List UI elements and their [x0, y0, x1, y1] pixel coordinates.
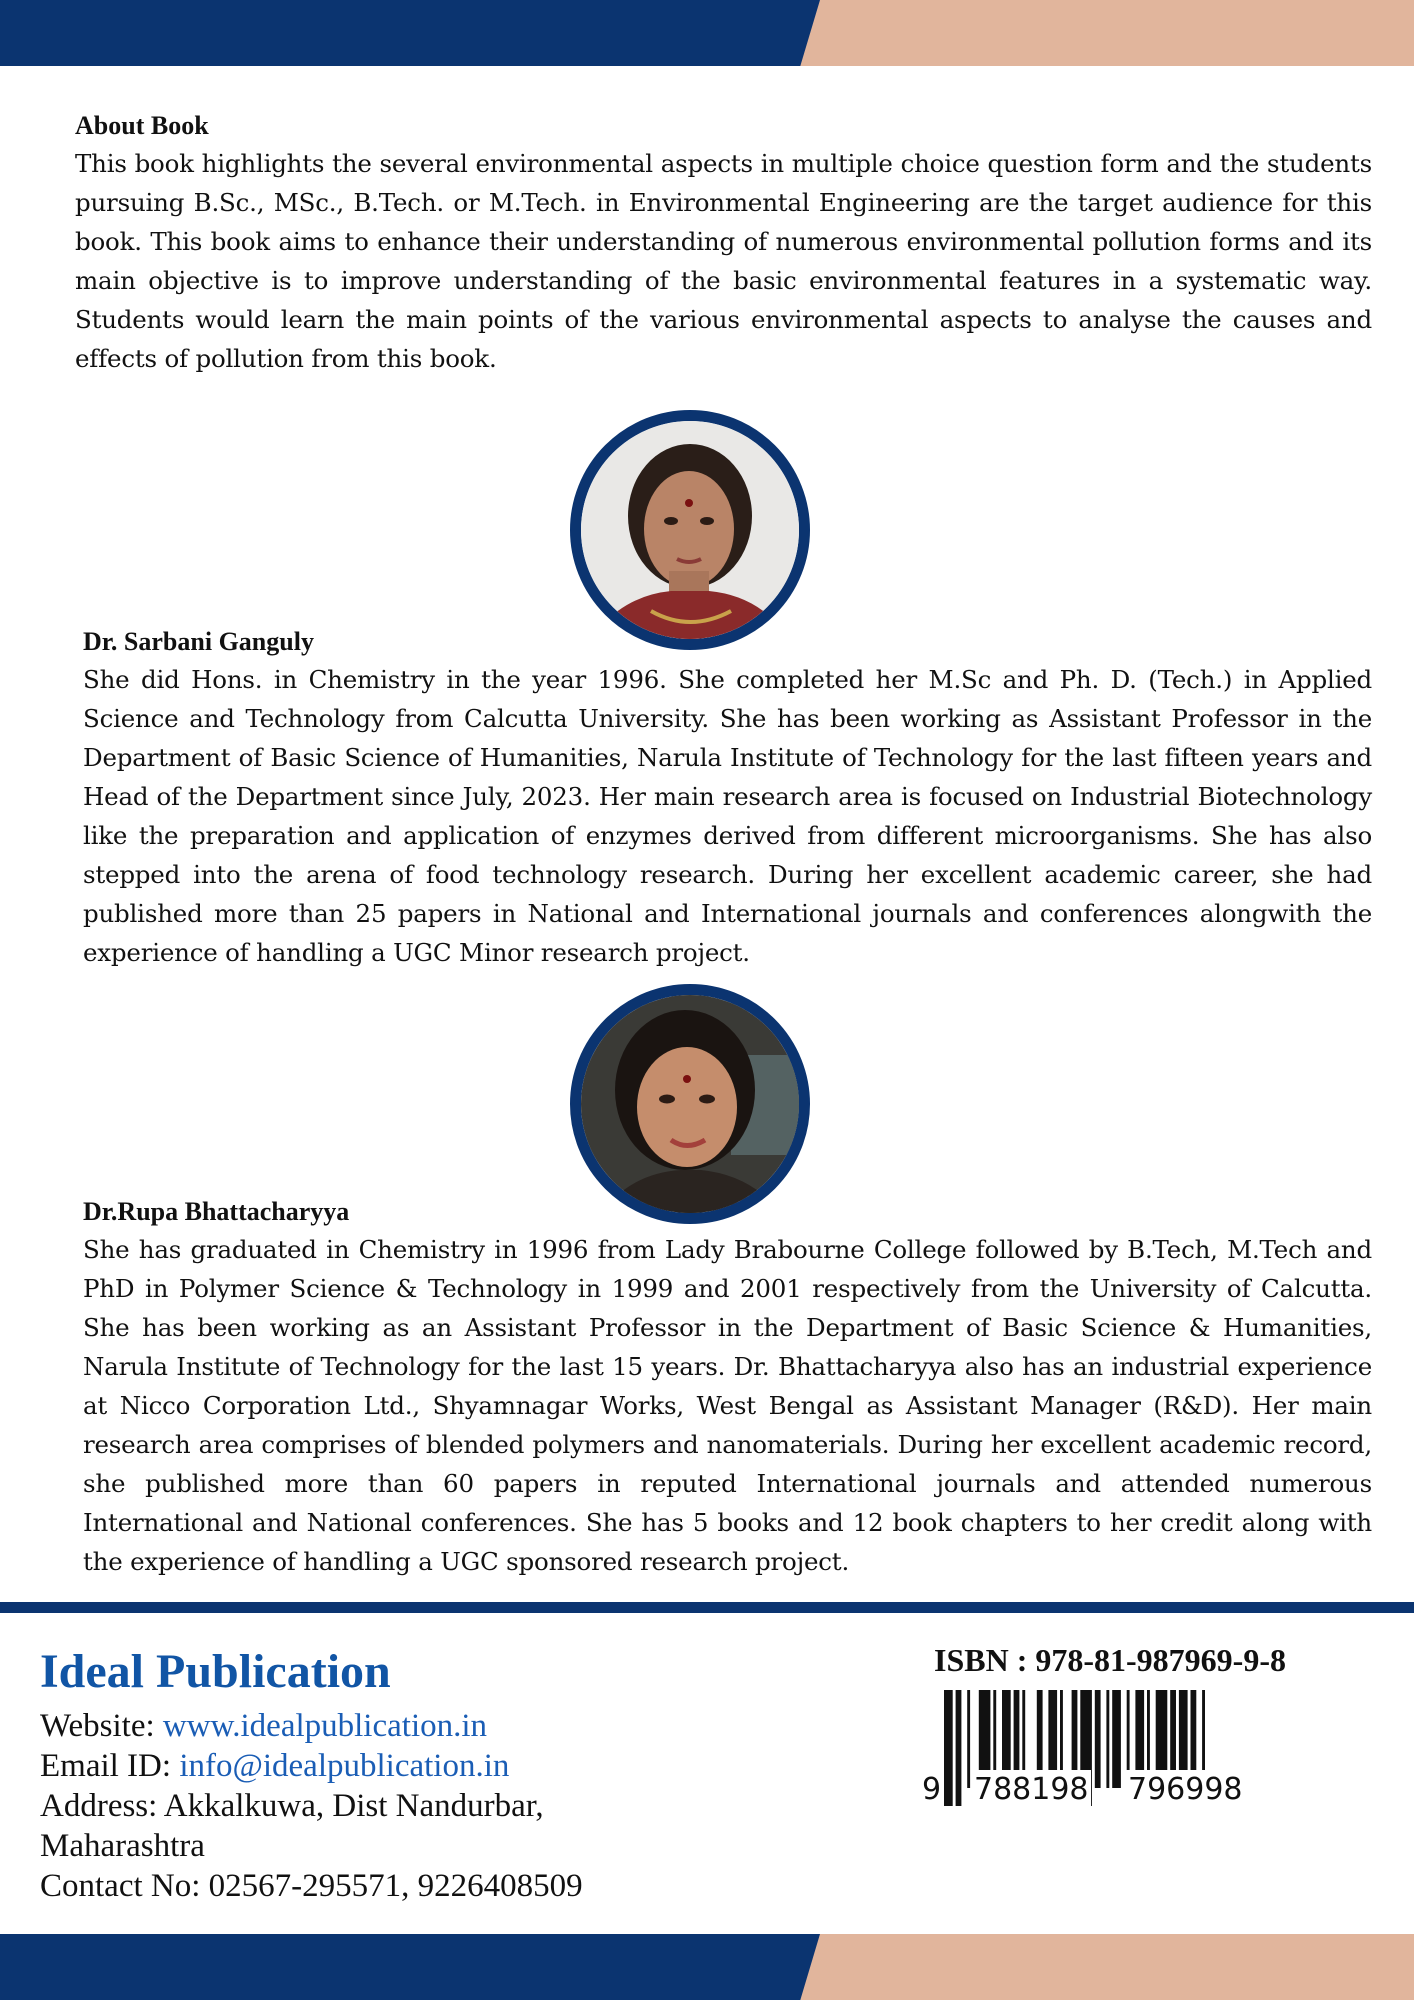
publisher-address-line2: Maharashtra — [40, 1828, 205, 1864]
top-band — [0, 0, 1414, 66]
publisher-address-line1: Address: Akkalkuwa, Dist Nandurbar, — [40, 1788, 544, 1824]
bottom-band-navy — [0, 1934, 820, 2000]
about-heading: About Book — [75, 111, 209, 140]
website-link[interactable]: www.idealpublication.in — [162, 1708, 488, 1744]
publisher-contact: Contact No: 02567-295571, 9226408509 — [40, 1868, 583, 1904]
author-photo-sarbani — [570, 410, 810, 650]
email-label: Email ID: — [40, 1748, 180, 1784]
bottom-band — [0, 1934, 1414, 2000]
barcode-digit-first: 9 — [920, 1770, 943, 1810]
footer-divider — [0, 1602, 1414, 1613]
author-section-sarbani — [83, 624, 1372, 972]
email-link[interactable]: info@idealpublication.in — [179, 1748, 510, 1784]
publisher-info — [40, 1642, 860, 1906]
isbn-block — [920, 1640, 1300, 1807]
barcode-digit-group2: 796998 — [1126, 1770, 1245, 1810]
barcode-digits — [920, 1770, 1290, 1810]
isbn-label: ISBN : 978-81-987969-9-8 — [934, 1642, 1286, 1678]
publisher-name: Ideal Publication — [40, 1645, 391, 1698]
top-band-navy — [0, 0, 820, 66]
website-label: Website: — [40, 1708, 163, 1744]
author-bio: She has graduated in Chemistry in 1996 from Lady Brabourne College followed by B.Tech, M.Tech and PhD in Polymer Science & Technology in 1999 and 2001 respectively from the University of Calcutta. She has been working as an Assistant Professor in the Department of Basic Science & Humanities, Narula Institute of Technology for the last 15 years. Dr. Bhattacharyya also has an industrial experience at Nicco Corporation Ltd., Shyamnagar Works, West Bengal as Assistant Manager (R&D). Her main research area comprises of blended polymers and nanomaterials. During her excellent academic record, she published more than 60 papers in reputed International journals and attended numerous International and National conferences. She has 5 books and 12 book chapters to her credit along with the experience of handling a UGC sponsored research project. — [83, 1235, 1372, 1576]
about-text: This book highlights the several environmental aspects in multiple choice question form and the students pursuing B.Sc., MSc., B.Tech. or M.Tech. in Environmental Engineering are the target audience for this book. This book aims to enhance their understanding of numerous environmental pollution forms and its main objective is to improve understanding of the basic environmental features in a systematic way. Students would learn the main points of the various environmental aspects to analyse the causes and effects of pollution from this book. — [75, 149, 1372, 373]
about-section — [75, 108, 1372, 378]
barcode-digit-group1: 788198 — [972, 1770, 1091, 1810]
publisher-website-line — [40, 1706, 860, 1746]
isbn-barcode — [920, 1688, 1290, 1818]
author-name: Dr.Rupa Bhattacharyya — [83, 1197, 350, 1226]
author-section-rupa — [83, 1194, 1372, 1581]
publisher-email-line — [40, 1746, 860, 1786]
author-bio: She did Hons. in Chemistry in the year 1996. She completed her M.Sc and Ph. D. (Tech.) in Applied Science and Technology from Calcutta University. She has been working as Assistant Professor in the Department of Basic Science of Humanities, Narula Institute of Technology for the last fifteen years and Head of the Department since July, 2023. Her main research area is focused on Industrial Biotechnology like the preparation and application of enzymes derived from different microorganisms. She has also stepped into the arena of food technology research. During her excellent academic career, she had published more than 25 papers in National and International journals and conferences alongwith the experience of handling a UGC Minor research project. — [83, 665, 1372, 967]
author-photo-rupa — [570, 984, 810, 1224]
author-name: Dr. Sarbani Ganguly — [83, 627, 314, 656]
